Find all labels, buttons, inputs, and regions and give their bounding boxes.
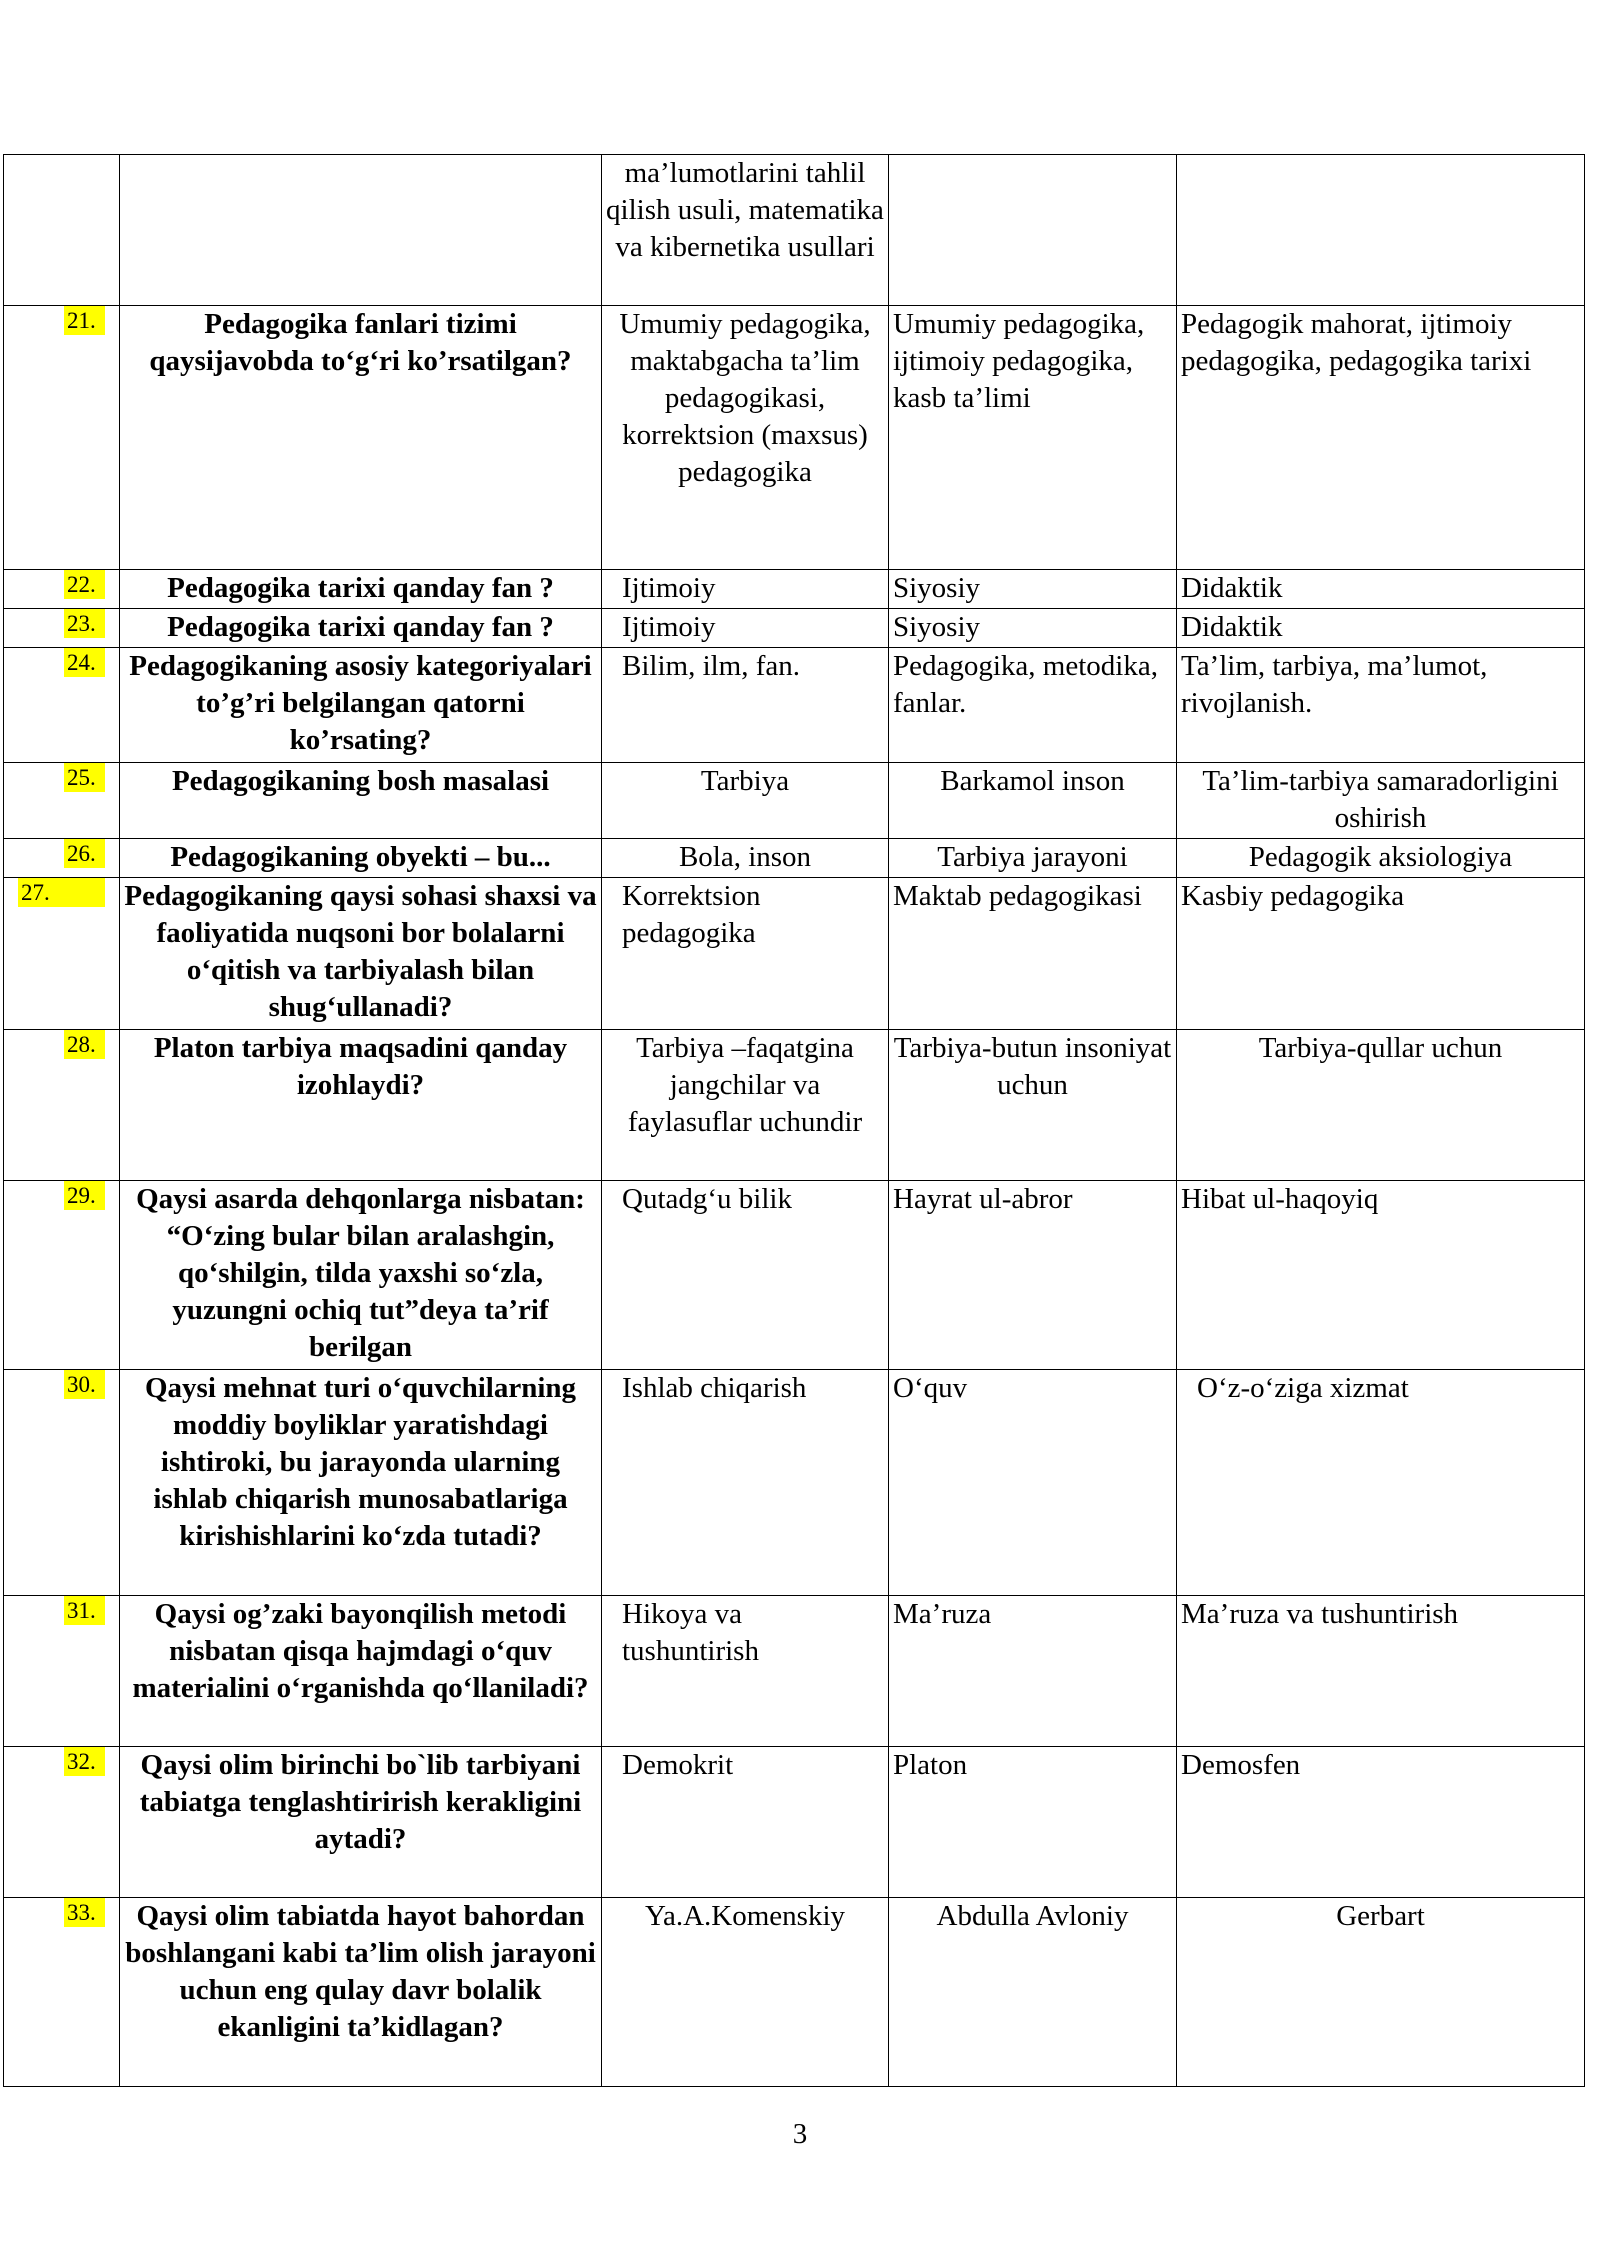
- answer-a-cell: Tarbiya: [602, 763, 889, 839]
- row-number-cell: [4, 1747, 120, 1898]
- table-row: [4, 155, 1585, 306]
- answer-c-cell: Ta’lim, tarbiya, ma’lumot, rivojlanish.: [1177, 648, 1585, 763]
- question-table: [3, 154, 1585, 2087]
- question-cell: Qaysi olim birinchi bo`lib tarbiyani tabiatga tenglashtirirish kerakligini aytadi?: [120, 1747, 602, 1898]
- table-row: [4, 839, 1585, 878]
- row-number-cell: [4, 609, 120, 648]
- answer-a-cell: Ishlab chiqarish: [602, 1370, 889, 1596]
- row-number-cell: [4, 839, 120, 878]
- answer-a-cell: Demokrit: [602, 1747, 889, 1898]
- row-number: 25.: [64, 763, 105, 792]
- row-number: 33.: [64, 1898, 105, 1927]
- answer-a-cell: ma’lumotlarini tahlil qilish usuli, matematika va kibernetika usullari: [602, 155, 889, 306]
- row-number-cell: [4, 1370, 120, 1596]
- answer-c-cell: Hibat ul-haqoyiq: [1177, 1181, 1585, 1370]
- answer-c-cell: Demosfen: [1177, 1747, 1585, 1898]
- answer-c-cell: Didaktik: [1177, 570, 1585, 609]
- answer-a-cell: Tarbiya –faqatgina jangchilar va faylasuflar uchundir: [602, 1030, 889, 1181]
- table-row: [4, 1747, 1585, 1898]
- row-number-cell: [4, 1898, 120, 2087]
- answer-b-cell: Siyosiy: [889, 570, 1177, 609]
- answer-b-cell: Umumiy pedagogika, ijtimoiy pedagogika, kasb ta’limi: [889, 306, 1177, 570]
- answer-b-cell: Pedagogika, metodika, fanlar.: [889, 648, 1177, 763]
- row-number: 31.: [64, 1596, 105, 1625]
- question-cell: Pedagogika tarixi qanday fan ?: [120, 609, 602, 648]
- row-number-cell: [4, 878, 120, 1030]
- row-number-cell: [4, 1596, 120, 1747]
- answer-a-cell: Bilim, ilm, fan.: [602, 648, 889, 763]
- question-cell: Pedagogikaning obyekti – bu...: [120, 839, 602, 878]
- answer-b-cell: Maktab pedagogikasi: [889, 878, 1177, 1030]
- row-number-cell: [4, 155, 120, 306]
- row-number: 27.: [18, 878, 105, 907]
- answer-c-cell: Gerbart: [1177, 1898, 1585, 2087]
- row-number: 28.: [64, 1030, 105, 1059]
- question-cell: Qaysi mehnat turi o‘quvchilarning moddiy boyliklar yaratishdagi ishtiroki, bu jarayonda ularning ishlab chiqarish munosabatlariga kirishishlarini ko‘zda tutadi?: [120, 1370, 602, 1596]
- question-cell: Pedagogikaning qaysi sohasi shaxsi va faoliyatida nuqsoni bor bolalarni o‘qitish va tarbiyalash bilan shug‘ullanadi?: [120, 878, 602, 1030]
- question-cell: Pedagogika tarixi qanday fan ?: [120, 570, 602, 609]
- answer-c-cell: Pedagogik mahorat, ijtimoiy pedagogika, pedagogika tarixi: [1177, 306, 1585, 570]
- table-row: [4, 306, 1585, 570]
- answer-b-cell: Abdulla Avloniy: [889, 1898, 1177, 2087]
- row-number: 21.: [64, 306, 105, 335]
- question-cell: Qaysi olim tabiatda hayot bahordan boshlangani kabi ta’lim olish jarayoni uchun eng qulay davr bolalik ekanligini ta’kidlagan?: [120, 1898, 602, 2087]
- row-number: 26.: [64, 839, 105, 868]
- row-number-cell: [4, 306, 120, 570]
- answer-b-cell: Tarbiya jarayoni: [889, 839, 1177, 878]
- table-row: [4, 878, 1585, 1030]
- row-number-cell: [4, 648, 120, 763]
- answer-c-cell: [1177, 155, 1585, 306]
- table-row: [4, 1596, 1585, 1747]
- answer-b-cell: Siyosiy: [889, 609, 1177, 648]
- answer-a-cell: Bola, inson: [602, 839, 889, 878]
- answer-c-cell: Tarbiya-qullar uchun: [1177, 1030, 1585, 1181]
- row-number-cell: [4, 1181, 120, 1370]
- answer-a-cell: Korrektsion pedagogika: [602, 878, 889, 1030]
- answer-b-cell: [889, 155, 1177, 306]
- table-row: [4, 648, 1585, 763]
- answer-b-cell: Barkamol inson: [889, 763, 1177, 839]
- row-number-cell: [4, 570, 120, 609]
- answer-a-cell: Hikoya va tushuntirish: [602, 1596, 889, 1747]
- answer-a-cell: Ya.A.Komenskiy: [602, 1898, 889, 2087]
- answer-b-cell: Ma’ruza: [889, 1596, 1177, 1747]
- question-cell: Pedagogikaning bosh masalasi: [120, 763, 602, 839]
- question-cell: Pedagogika fanlari tizimi qaysijavobda to‘g‘ri ko’rsatilgan?: [120, 306, 602, 570]
- question-cell: Qaysi og’zaki bayonqilish metodi nisbatan qisqa hajmdagi o‘quv materialini o‘rganishda qo‘llaniladi?: [120, 1596, 602, 1747]
- answer-c-cell: Kasbiy pedagogika: [1177, 878, 1585, 1030]
- question-cell: Qaysi asarda dehqonlarga nisbatan: “O‘zing bular bilan aralashgin, qo‘shilgin, tilda yaxshi so‘zla, yuzungni ochiq tut”deya ta’rif berilgan: [120, 1181, 602, 1370]
- row-number: 29.: [64, 1181, 105, 1210]
- answer-b-cell: Hayrat ul-abror: [889, 1181, 1177, 1370]
- answer-a-cell: Ijtimoiy: [602, 570, 889, 609]
- table-row: [4, 763, 1585, 839]
- answer-c-cell: O‘z-o‘ziga xizmat: [1177, 1370, 1585, 1596]
- question-cell: [120, 155, 602, 306]
- table-row: [4, 1181, 1585, 1370]
- table-row: [4, 609, 1585, 648]
- row-number: 23.: [64, 609, 105, 638]
- question-cell: Platon tarbiya maqsadini qanday izohlaydi?: [120, 1030, 602, 1181]
- answer-c-cell: Didaktik: [1177, 609, 1585, 648]
- question-cell: Pedagogikaning asosiy kategoriyalari to’g’ri belgilangan qatorni ko’rsating?: [120, 648, 602, 763]
- table-row: [4, 1030, 1585, 1181]
- row-number: 32.: [64, 1747, 105, 1776]
- table-row: [4, 570, 1585, 609]
- answer-a-cell: Qutadg‘u bilik: [602, 1181, 889, 1370]
- row-number: 22.: [64, 570, 105, 599]
- row-number: 30.: [64, 1370, 105, 1399]
- page-number: 3: [792, 2118, 808, 2150]
- answer-c-cell: Pedagogik aksiologiya: [1177, 839, 1585, 878]
- answer-c-cell: Ma’ruza va tushuntirish: [1177, 1596, 1585, 1747]
- answer-a-cell: Ijtimoiy: [602, 609, 889, 648]
- row-number: 24.: [64, 648, 105, 677]
- answer-b-cell: Tarbiya-butun insoniyat uchun: [889, 1030, 1177, 1181]
- row-number-cell: [4, 763, 120, 839]
- answer-c-cell: Ta’lim-tarbiya samaradorligini oshirish: [1177, 763, 1585, 839]
- row-number-cell: [4, 1030, 120, 1181]
- answer-a-cell: Umumiy pedagogika, maktabgacha ta’lim pedagogikasi, korrektsion (maxsus) pedagogika: [602, 306, 889, 570]
- answer-b-cell: Platon: [889, 1747, 1177, 1898]
- table-row: [4, 1370, 1585, 1596]
- answer-b-cell: O‘quv: [889, 1370, 1177, 1596]
- table-row: [4, 1898, 1585, 2087]
